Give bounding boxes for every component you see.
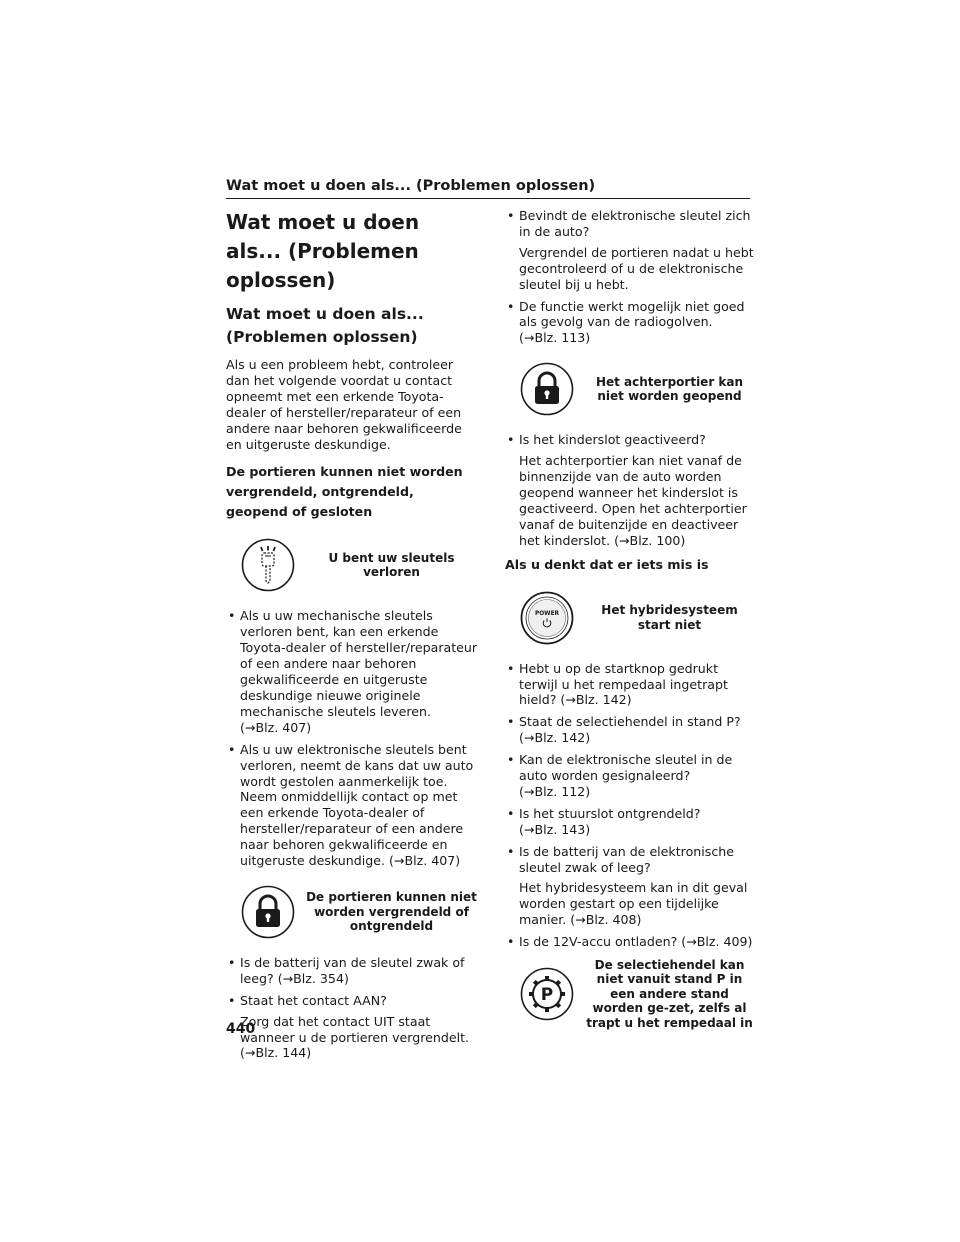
hybrid-start-list (505, 661, 755, 951)
bullet-text: Is het kinderslot geactiveerd? (519, 432, 706, 448)
continuation-text: Het achterportier kan niet vanaf de binnenzijde van de auto worden geopend wanneer het kinderslot is geactiveerd. Open het achterportier vanaf de buitenzijde en deactiveer het kinderslot. (519, 453, 747, 548)
bullet-text: Is de batterij van de sleutel zwak of leeg? (240, 954, 465, 986)
bullet-continuation (519, 453, 755, 548)
page-reference: (→Blz. 144) (240, 1045, 312, 1061)
doors-lock-list (226, 955, 478, 1061)
section-title: Wat moet u doen als... (Problemen oplossen) (226, 305, 424, 346)
page-reference: (→Blz. 142) (519, 730, 591, 746)
hybrid-start-label: Het hybridesysteem start niet (601, 603, 738, 632)
list-item (226, 993, 478, 1062)
hybrid-start-block (505, 587, 755, 649)
continuation-text: Het hybridesysteem kan in dit geval worden gestart op een tijdelijke manier. (519, 880, 748, 928)
list-item (505, 714, 755, 746)
page-reference: (→Blz. 142) (560, 692, 632, 708)
section-heading-problem: Als u denkt dat er iets mis is (505, 556, 709, 572)
bullet-text: Is het stuurslot ontgrendeld? (519, 805, 701, 821)
list-item (505, 844, 755, 929)
intro-paragraph: Als u een probleem hebt, controleer dan het volgende voordat u contact opneemt met een erkende Toyota-dealer of hersteller/reparateur of een andere naar behoren gekwalificeerde en uitgeruste deskundige. (226, 357, 462, 452)
bullet-text: Als u uw mechanische sleutels verloren bent, kan een erkende Toyota-dealer of hersteller/reparateur of een andere naar behoren gekwalificeerde en uitgeruste deskundige nieuwe originele mechanische sleutels leveren. (240, 608, 478, 719)
power-button-icon (520, 591, 574, 645)
right-column (505, 208, 755, 1044)
bullet-text: Staat de selectiehendel in stand P? (519, 714, 741, 730)
page-title: Wat moet u doen als... (Problemen oplossen) (226, 210, 420, 292)
list-item (226, 955, 478, 987)
bullet-continuation: Vergrendel de portieren nadat u hebt gecontroleerd of u de elektronische sleutel bij u hebt. (519, 244, 754, 292)
bullet-continuation (240, 1014, 478, 1062)
shift-lever-label: De selectiehendel kan niet vanuit stand P in een andere stand worden ge-zet, zelfs al trapt u het rempedaal in (586, 957, 753, 1030)
rear-door-block (505, 358, 755, 420)
continuation-text: Zorg dat het contact UIT staat wanneer u de portieren vergrendelt. (240, 1013, 470, 1045)
list-item (505, 432, 755, 548)
shift-lever-block (505, 956, 755, 1032)
page-number: 440 (226, 1021, 256, 1037)
power-icon-text: POWER (535, 610, 559, 617)
page-reference: (→Blz. 407) (240, 719, 312, 735)
page-reference: (→Blz. 112) (519, 783, 591, 799)
lost-keys-block (226, 534, 478, 596)
bullet-text: Hebt u op de startknop gedrukt terwijl u het rempedaal ingetrapt hield? (519, 660, 728, 708)
lock-icon (241, 885, 295, 939)
section-heading-doors: De portieren kunnen niet worden vergrendeld, ontgrendeld, geopend of gesloten (226, 464, 463, 520)
list-item (505, 934, 755, 950)
lost-keys-list (226, 608, 478, 869)
bullet-text: Is de batterij van de elektronische sleutel zwak of leeg? (519, 843, 734, 875)
child-lock-list (505, 432, 755, 548)
bullet-text: Kan de elektronische sleutel in de auto worden gesignaleerd? (519, 752, 733, 784)
park-icon-letter: P (540, 985, 554, 1006)
left-column (226, 208, 478, 1067)
bullet-text: Als u uw elektronische sleutels bent verloren, neemt de kans dat uw auto wordt gestolen aanmerkelijk toe. Neem onmiddellijk contact op met een erkende Toyota-dealer of hersteller/reparateur of een andere naar behoren gekwalificeerde en uitgeruste deskundige. (240, 741, 474, 869)
bullet-continuation (519, 880, 755, 928)
list-item (226, 742, 478, 869)
page-reference: (→Blz. 100) (614, 532, 686, 548)
lock-icon (520, 362, 574, 416)
page-reference: (→Blz. 113) (519, 330, 591, 346)
bullet-text: Bevindt de elektronische sleutel zich in de auto? (519, 208, 751, 239)
doors-lock-label: De portieren kunnen niet worden vergrendeld of ontgrendeld (306, 890, 477, 934)
page-reference: (→Blz. 408) (570, 912, 642, 928)
list-item (226, 608, 478, 735)
smart-key-list (505, 208, 755, 346)
page-reference: (→Blz. 407) (389, 853, 461, 869)
page-reference: (→Blz. 409) (681, 934, 753, 950)
running-header: Wat moet u doen als... (Problemen oplossen) (226, 178, 750, 199)
bullet-text: De functie werkt mogelijk niet goed als gevolg van de radiogolven. (519, 298, 745, 330)
page-reference: (→Blz. 354) (277, 970, 349, 986)
list-item (505, 299, 755, 347)
lost-keys-label: U bent uw sleutels verloren (328, 550, 455, 580)
list-item (505, 661, 755, 709)
bullet-text: Staat het contact AAN? (240, 992, 387, 1008)
doors-lock-block (226, 881, 478, 943)
bullet-text: Is de 12V-accu ontladen? (519, 934, 678, 950)
rear-door-label: Het achterportier kan niet worden geopend (595, 374, 744, 404)
list-item (505, 752, 755, 800)
list-item (505, 208, 755, 293)
list-item (505, 806, 755, 838)
key-icon (241, 538, 295, 592)
park-gear-icon (520, 967, 574, 1021)
page-reference: (→Blz. 143) (519, 821, 591, 837)
